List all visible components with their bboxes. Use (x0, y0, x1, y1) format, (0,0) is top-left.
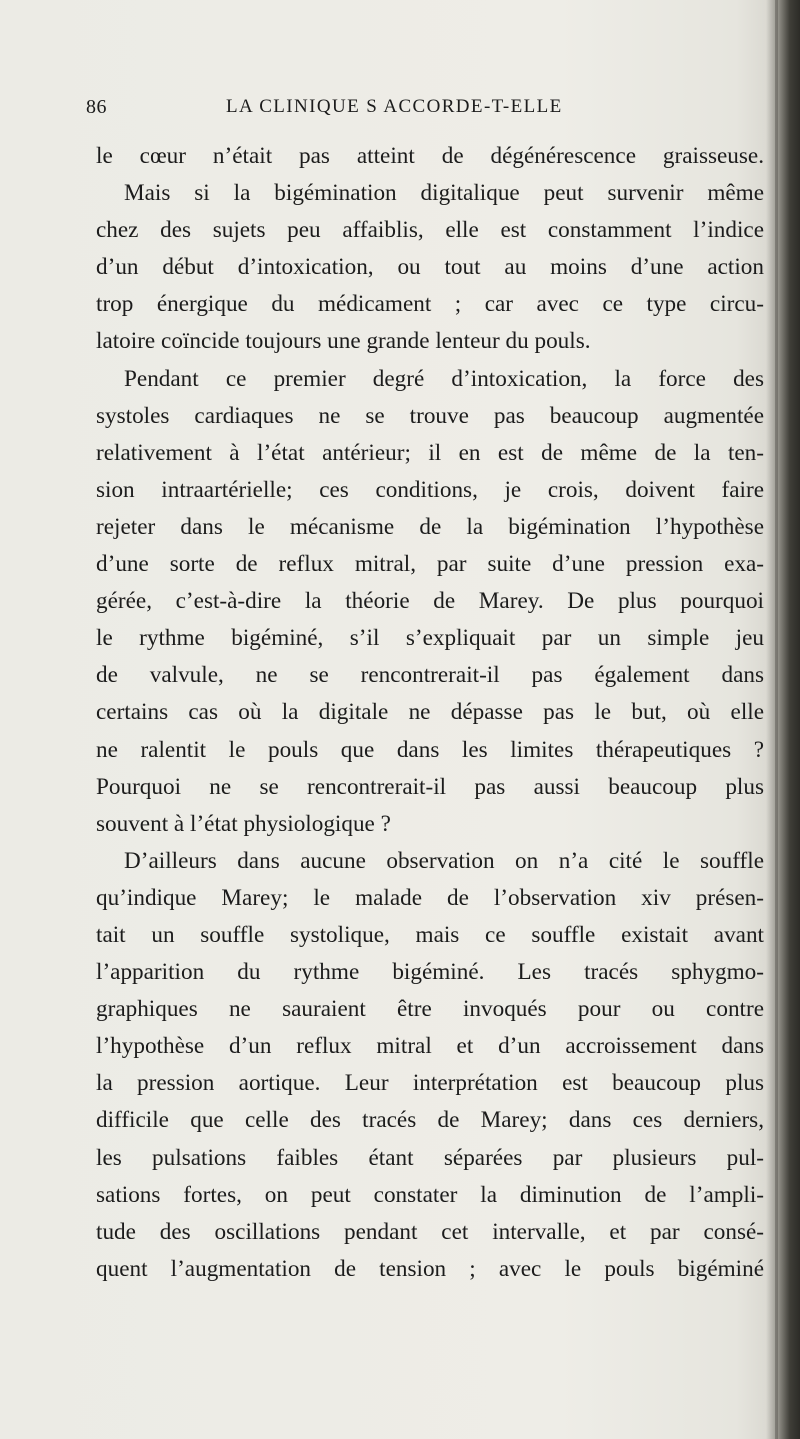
running-title: LA CLINIQUE S ACCORDE-T-ELLE (226, 96, 563, 117)
text-line: difficile que celle des tracés de Marey; dans ces derniers, (96, 1107, 764, 1134)
text-line: l’hypothèse d’un reflux mitral et d’un accroissement dans (96, 1033, 764, 1060)
text-line: graphiques ne sauraient être invoqués pour ou contre (96, 996, 764, 1023)
text-line: Pourquoi ne se rencontrerait-il pas aussi beaucoup plus (96, 773, 764, 800)
text-line: sations fortes, on peut constater la diminution de l’ampli- (96, 1181, 764, 1208)
text-line: d’un début d’intoxication, ou tout au moins d’une action (96, 254, 764, 281)
text-line: relativement à l’état antérieur; il en est de même de la ten- (96, 439, 764, 466)
text-line: la pression aortique. Leur interprétation est beaucoup plus (96, 1070, 764, 1097)
text-line: sion intraartérielle; ces conditions, je crois, doivent faire (96, 476, 764, 503)
text-line: certains cas où la digitale ne dépasse pas le but, où elle (96, 699, 764, 726)
text-line: gérée, c’est-à-dire la théorie de Marey. De plus pourquoi (96, 588, 764, 615)
text-line: les pulsations faibles étant séparées par plusieurs pul- (96, 1144, 764, 1171)
text-line: trop énergique du médicament ; car avec ce type circu- (96, 291, 764, 318)
text-line: tude des oscillations pendant cet intervalle, et par consé- (96, 1218, 764, 1245)
text-line: l’apparition du rythme bigéminé. Les tracés sphygmo- (96, 959, 764, 986)
page-number: 86 (86, 96, 107, 118)
text-line: latoire coïncide toujours une grande lenteur du pouls. (96, 328, 591, 355)
text-line: de valvule, ne se rencontrerait-il pas également dans (96, 662, 764, 689)
text-line: d’une sorte de reflux mitral, par suite d’une pression exa- (96, 551, 764, 578)
text-line: ne ralentit le pouls que dans les limites thérapeutiques ? (96, 736, 764, 763)
text-line: rejeter dans le mécanisme de la bigémination l’hypothèse (96, 513, 764, 540)
text-line: systoles cardiaques ne se trouve pas beaucoup augmentée (96, 402, 764, 429)
page-header (86, 96, 776, 126)
text-line: souvent à l’état physiologique ? (96, 810, 391, 837)
text-line: Mais si la bigémination digitalique peut survenir même (124, 180, 764, 207)
body-text (96, 138, 764, 1288)
text-line: le cœur n’était pas atteint de dégénérescence graisseuse. (96, 143, 764, 169)
page-edge-line (775, 0, 778, 1439)
text-line: tait un souffle systolique, mais ce souffle existait avant (96, 921, 764, 948)
book-gutter-shadow (766, 0, 800, 1439)
text-line: chez des sujets peu affaiblis, elle est constamment l’indice (96, 217, 764, 244)
text-line: D’ailleurs dans aucune observation on n’a cité le souffle (124, 847, 764, 874)
text-line: qu’indique Marey; le malade de l’observation xiv présen- (96, 884, 764, 911)
text-line: Pendant ce premier degré d’intoxication, la force des (124, 365, 764, 392)
text-line: quent l’augmentation de tension ; avec le pouls bigéminé (96, 1255, 764, 1282)
text-line: le rythme bigéminé, s’il s’expliquait par un simple jeu (96, 625, 764, 652)
